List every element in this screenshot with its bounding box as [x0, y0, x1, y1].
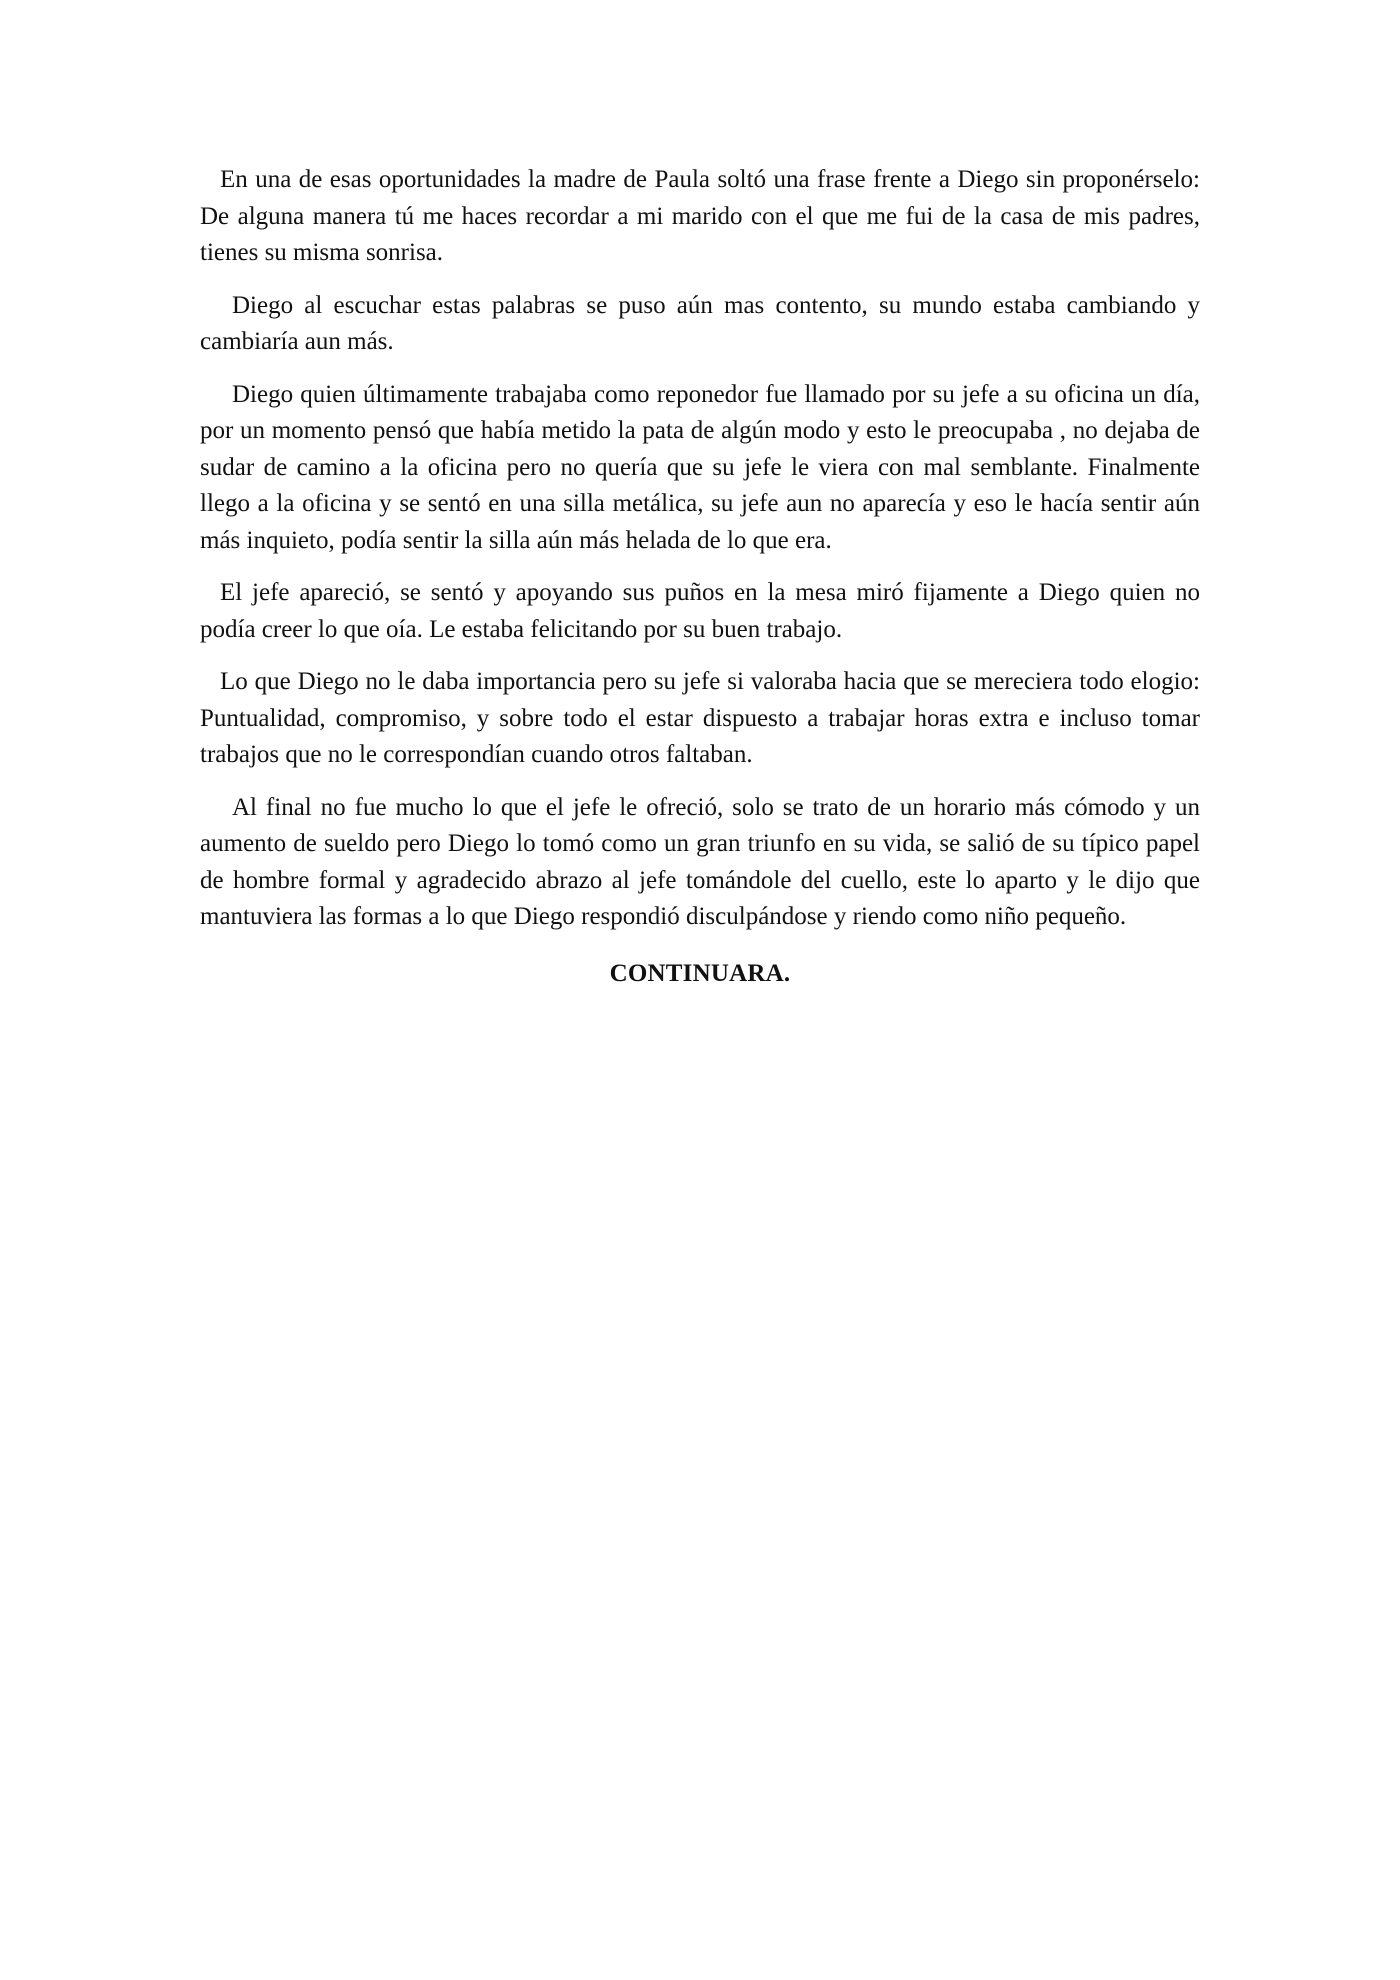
paragraph-1: En una de esas oportunidades la madre de Paula soltó una frase frente a Diego sin proponérselo: De alguna manera tú me haces recordar a mi marido con el que me fui de la casa de mis padres, tienes su misma sonrisa. — [200, 166, 1200, 266]
paragraph-4: El jefe apareció, se sentó y apoyando sus puños en la mesa miró fijamente a Diego quien no podía creer lo que oía. Le estaba felicitando por su buen trabajo. — [200, 579, 1200, 643]
paragraph-5: Lo que Diego no le daba importancia pero su jefe si valoraba hacia que se mereciera todo elogio: Puntualidad, compromiso, y sobre todo el estar dispuesto a trabajar horas extra e incluso tomar trabajos que no le correspondían cuando otros faltaban. — [200, 668, 1200, 768]
document-body — [200, 162, 1200, 992]
closing-text: CONTINUARA. — [609, 959, 791, 987]
paragraph-6: Al final no fue mucho lo que el jefe le ofreció, solo se trato de un horario más cómodo y un aumento de sueldo pero Diego lo tomó como un gran triunfo en su vida, se salió de su típico papel de hombre formal y agradecido abrazo al jefe tomándole del cuello, este lo aparto y le dijo que mantuviera las formas a lo que Diego respondió disculpándose y riendo como niño pequeño. — [200, 793, 1200, 930]
paragraph-3: Diego quien últimamente trabajaba como reponedor fue llamado por su jefe a su oficina un día, por un momento pensó que había metido la pata de algún modo y esto le preocupaba , no dejaba de sudar de camino a la oficina pero no quería que su jefe le viera con mal semblante. Finalmente llego a la oficina y se sentó en una silla metálica, su jefe aun no aparecía y eso le hacía sentir aún más inquieto, podía sentir la silla aún más helada de lo que era. — [200, 380, 1200, 554]
paragraph-2: Diego al escuchar estas palabras se puso aún mas contento, su mundo estaba cambiando y cambiaría aun más. — [200, 291, 1200, 355]
